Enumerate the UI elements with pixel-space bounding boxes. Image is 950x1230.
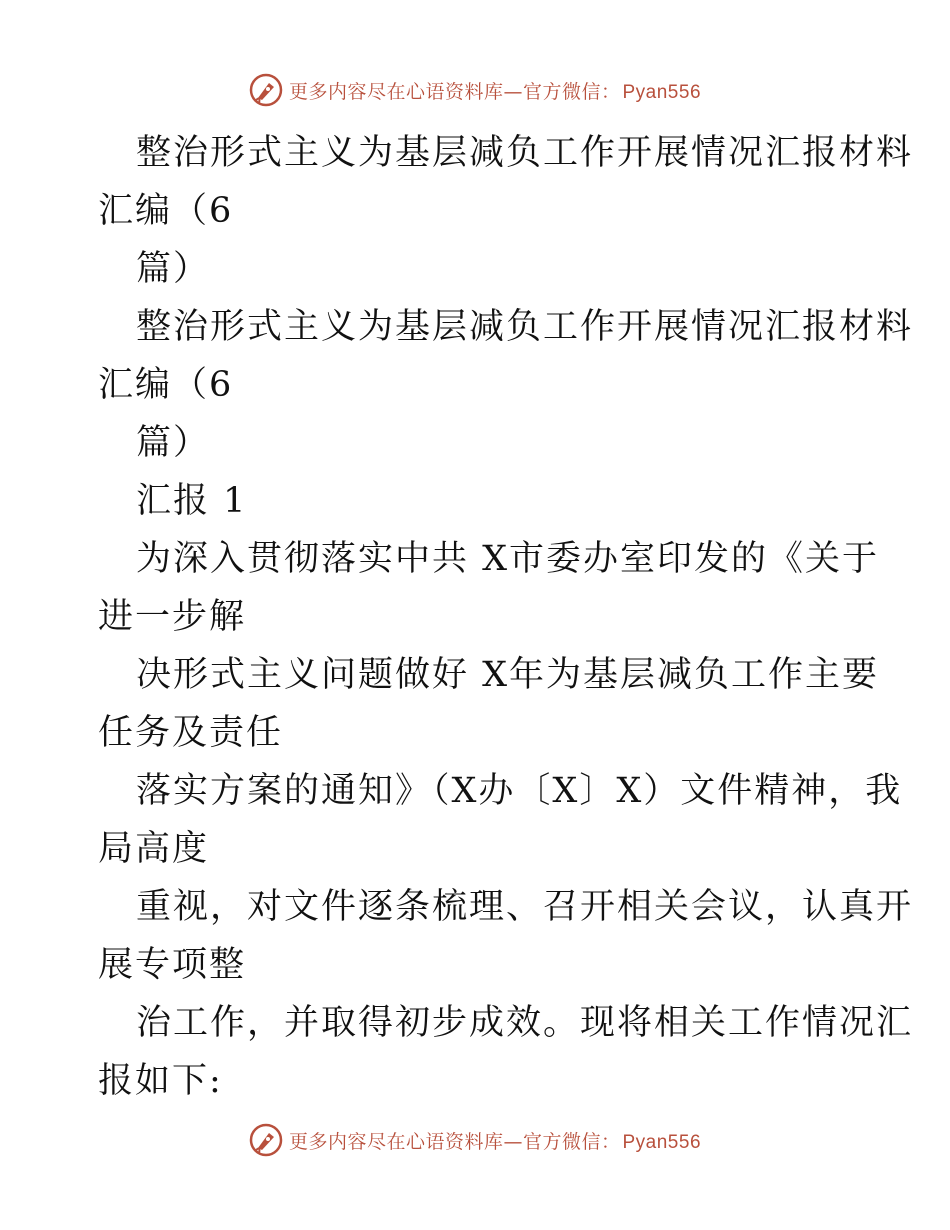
body-line: 重视，对文件逐条梳理、召开相关会议，认真开 xyxy=(136,887,914,927)
footer-watermark xyxy=(0,1120,950,1160)
body-line: 决形式主义问题做好 X年为基层减负工作主要 xyxy=(136,655,880,695)
body-line: 局高度 xyxy=(98,829,210,869)
pen-nib-logo-icon xyxy=(249,73,283,107)
document-body xyxy=(98,124,914,1110)
body-line: 进一步解 xyxy=(98,597,247,637)
body-line: 治工作，并取得初步成效。现将相关工作情况汇 xyxy=(136,1003,914,1043)
watermark-text: 更多内容尽在心语资料库—官方微信： xyxy=(288,1130,621,1153)
body-line: 展专项整 xyxy=(98,945,247,985)
body-line: 报如下: xyxy=(98,1061,223,1101)
body-line: 汇编（6 xyxy=(98,365,234,405)
watermark-handle: Pyan556 xyxy=(622,81,702,103)
watermark-handle: Pyan556 xyxy=(622,1131,702,1153)
body-line: 汇编（6 xyxy=(98,191,234,231)
body-line: 整治形式主义为基层减负工作开展情况汇报材料 xyxy=(136,307,914,347)
body-line: 为深入贯彻落实中共 X市委办室印发的《关于 xyxy=(136,539,880,579)
body-line: 篇） xyxy=(136,423,211,463)
body-line: 篇） xyxy=(136,249,211,289)
watermark-text: 更多内容尽在心语资料库—官方微信： xyxy=(288,80,621,103)
body-line: 落实方案的通知》（X办〔X〕X）文件精神，我 xyxy=(136,771,903,811)
body-line: 汇报 1 xyxy=(136,481,248,521)
pen-nib-logo-icon xyxy=(249,1123,283,1157)
body-line: 整治形式主义为基层减负工作开展情况汇报材料 xyxy=(136,133,914,173)
body-line: 任务及责任 xyxy=(98,713,284,753)
header-watermark xyxy=(0,70,950,110)
